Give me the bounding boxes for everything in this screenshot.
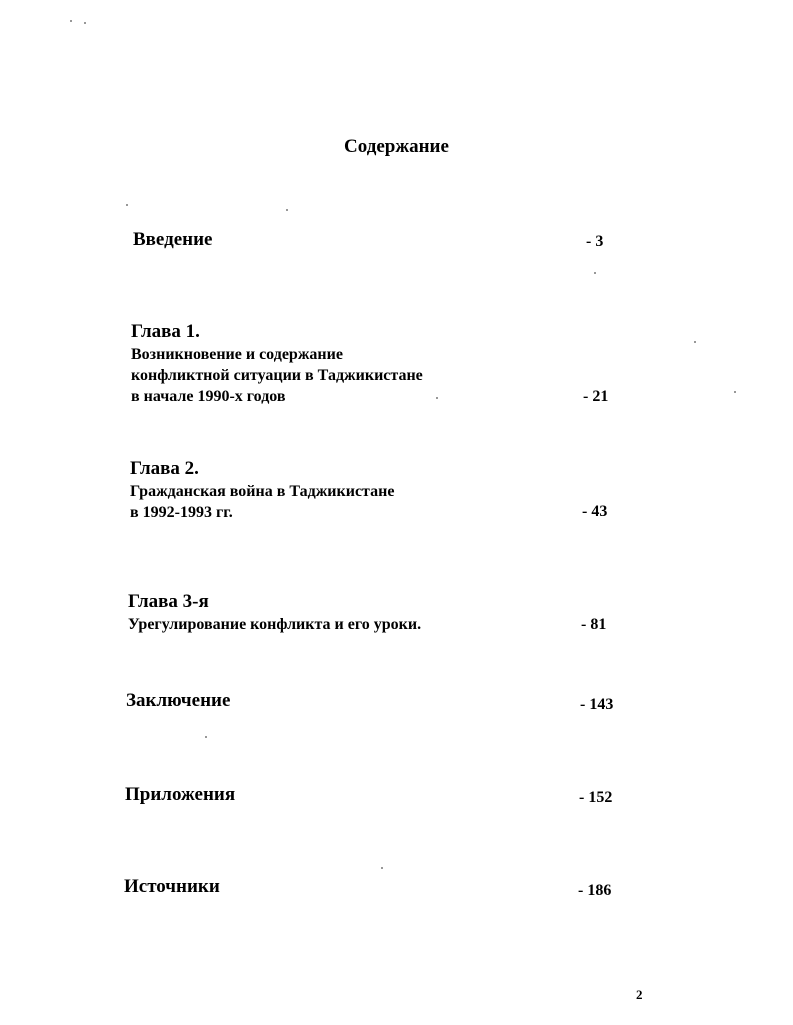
scan-speck (381, 867, 383, 869)
scan-speck (594, 272, 596, 274)
toc-chapter2-line: Гражданская война в Таджикистане (130, 483, 395, 500)
toc-chapter1-heading: Глава 1. (131, 321, 200, 342)
toc-appendices-label: Приложения (125, 784, 236, 805)
toc-intro-page: - 3 (586, 233, 604, 250)
toc-appendices-page: - 152 (579, 789, 613, 806)
toc-title: Содержание (344, 136, 449, 157)
toc-sources-label: Источники (124, 876, 220, 897)
toc-chapter1-page: - 21 (583, 388, 609, 405)
toc-chapter3-page: - 81 (581, 616, 607, 633)
scan-speck (734, 391, 736, 393)
scan-speck (84, 22, 86, 24)
scan-speck (205, 736, 207, 738)
toc-chapter3-line: Урегулирование конфликта и его уроки. (128, 616, 422, 633)
page-number: 2 (636, 987, 643, 1002)
toc-conclusion-page: - 143 (580, 696, 614, 713)
toc-chapter3-heading: Глава 3-я (128, 591, 209, 612)
toc-sources-page: - 186 (578, 882, 612, 899)
toc-chapter2-heading: Глава 2. (130, 458, 199, 479)
scan-speck (126, 204, 128, 206)
scan-speck (436, 397, 438, 399)
toc-chapter1-line: конфликтной ситуации в Таджикистане (131, 367, 423, 384)
scan-speck (70, 20, 72, 22)
toc-chapter1-line: в начале 1990-х годов (131, 388, 286, 405)
toc-chapter2-line: в 1992-1993 гг. (130, 504, 233, 521)
scan-speck (286, 209, 288, 211)
scan-speck (694, 341, 696, 343)
toc-chapter1-line: Возникновение и содержание (131, 346, 343, 363)
toc-chapter2-page: - 43 (582, 503, 608, 520)
toc-conclusion-label: Заключение (126, 690, 231, 711)
toc-intro-label: Введение (133, 229, 213, 250)
